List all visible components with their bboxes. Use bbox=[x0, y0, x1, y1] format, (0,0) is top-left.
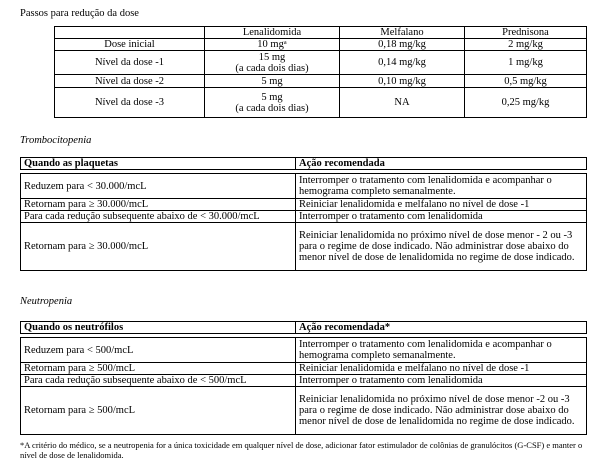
trombo-header-row bbox=[21, 158, 587, 170]
page-title: Passos para redução da dose bbox=[20, 8, 139, 19]
dose-row-label: Nível da dose -2 bbox=[55, 75, 205, 88]
neutro-cond: Retornam para ≥ 500/mcL bbox=[21, 387, 296, 435]
neutro-header-action: Ação recomendada* bbox=[296, 322, 587, 334]
trombocitopenia-table bbox=[20, 157, 587, 271]
dose-row-initial bbox=[55, 39, 587, 51]
neutro-action: Reiniciar lenalidomida e melfalano no nível de dose -1 bbox=[296, 363, 587, 375]
trombo-action: Interromper o tratamento com lenalidomida bbox=[296, 211, 587, 223]
dose-reduction-table bbox=[54, 26, 587, 118]
dose-melfalano: NA bbox=[340, 88, 465, 118]
dose-row-label: Dose inicial bbox=[55, 39, 205, 51]
footnote: *A critério do médico, se a neutropenia for a única toxicidade em qualquer nível de dose, adicionar fator estimulador de colônias de granulócitos (G-CSF) e manter o nível de dose de lenalidomida. bbox=[20, 440, 583, 461]
neutro-action: Interromper o tratamento com lenalidomida e acompanhar o hemograma completo semanalmente. bbox=[296, 338, 587, 363]
dose-lenalidomida bbox=[205, 51, 340, 75]
neutropenia-table bbox=[20, 321, 587, 435]
trombo-cond: Para cada redução subsequente abaixo de < 30.000/mcL bbox=[21, 211, 296, 223]
neutro-cond: Para cada redução subsequente abaixo de < 500/mcL bbox=[21, 375, 296, 387]
dose-row-level-2 bbox=[55, 75, 587, 88]
dose-row-level-3 bbox=[55, 88, 587, 118]
table-row bbox=[21, 387, 587, 435]
dose-lenalidomida-note: (a cada dois dias) bbox=[235, 102, 309, 114]
trombo-header-action: Ação recomendada bbox=[296, 158, 587, 170]
trombo-cond: Reduzem para < 30.000/mcL bbox=[21, 174, 296, 199]
trombo-cond: Retornam para ≥ 30.000/mcL bbox=[21, 223, 296, 271]
dose-prednisona: 1 mg/kg bbox=[465, 51, 587, 75]
table-row bbox=[21, 174, 587, 199]
dose-row-label: Nível da dose -1 bbox=[55, 51, 205, 75]
section-title-neutropenia: Neutropenia bbox=[20, 296, 73, 307]
section-title-trombocitopenia: Trombocitopenia bbox=[20, 135, 92, 146]
neutro-cond: Reduzem para < 500/mcL bbox=[21, 338, 296, 363]
table-row bbox=[21, 223, 587, 271]
neutro-action: Interromper o tratamento com lenalidomida bbox=[296, 375, 587, 387]
neutro-action: Reiniciar lenalidomida no próximo nível de dose menor -2 ou -3 para o regime de dose indicado. Não administrar dose abaixo do menor nível de dose de lenalidomida no regime de dose indicado. bbox=[296, 387, 587, 435]
dose-lenalidomida-note: (a cada dois dias) bbox=[235, 62, 309, 74]
trombo-action: Reiniciar lenalidomida no próximo nível de dose menor - 2 ou -3 para o regime de dose indicado. Não administrar dose abaixo do menor nível de dose de lenalidomida no regime de dose indicado. bbox=[296, 223, 587, 271]
dose-melfalano: 0,18 mg/kg bbox=[340, 39, 465, 51]
dose-table-header-blank bbox=[55, 27, 205, 39]
dose-prednisona: 2 mg/kg bbox=[465, 39, 587, 51]
dose-lenalidomida bbox=[205, 39, 340, 51]
dose-lenalidomida bbox=[205, 88, 340, 118]
dose-table-header-row bbox=[55, 27, 587, 39]
dose-table-header-prednisona: Prednisona bbox=[465, 27, 587, 39]
dose-lenalidomida-value: 10 mgᵃ bbox=[257, 39, 287, 51]
trombo-action: Reiniciar lenalidomida e melfalano no nível de dose -1 bbox=[296, 199, 587, 211]
table-row bbox=[21, 338, 587, 363]
neutro-cond: Retornam para ≥ 500/mcL bbox=[21, 363, 296, 375]
dose-lenalidomida bbox=[205, 75, 340, 88]
dose-table-header-lenalidomida: Lenalidomida bbox=[205, 27, 340, 39]
table-row bbox=[21, 363, 587, 375]
table-row bbox=[21, 199, 587, 211]
table-row bbox=[21, 375, 587, 387]
table-row bbox=[21, 211, 587, 223]
dose-prednisona: 0,5 mg/kg bbox=[465, 75, 587, 88]
dose-melfalano: 0,10 mg/kg bbox=[340, 75, 465, 88]
dose-lenalidomida-value: 5 mg bbox=[261, 75, 283, 87]
trombo-header-cond: Quando as plaquetas bbox=[21, 158, 296, 170]
dose-lenalidomida-value: 5 mg bbox=[261, 91, 283, 103]
neutro-header-row bbox=[21, 322, 587, 334]
dose-melfalano: 0,14 mg/kg bbox=[340, 51, 465, 75]
dose-row-level-1 bbox=[55, 51, 587, 75]
dose-prednisona: 0,25 mg/kg bbox=[465, 88, 587, 118]
trombo-action: Interromper o tratamento com lenalidomida e acompanhar o hemograma completo semanalmente. bbox=[296, 174, 587, 199]
neutro-header-cond: Quando os neutrófilos bbox=[21, 322, 296, 334]
dose-table-header-melfalano: Melfalano bbox=[340, 27, 465, 39]
dose-row-label: Nível da dose -3 bbox=[55, 88, 205, 118]
trombo-cond: Retornam para ≥ 30.000/mcL bbox=[21, 199, 296, 211]
dose-lenalidomida-value: 15 mg bbox=[258, 51, 286, 63]
